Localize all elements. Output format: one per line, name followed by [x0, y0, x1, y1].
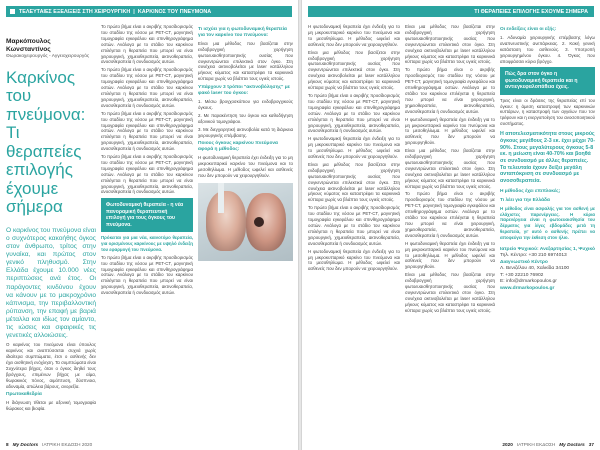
- body-paragraph: Το πρώτο βήμα είναι ο ακριβής προσδιορισμός του σταδίου της νόσου με PET-CT, μαγνητική τομογραφία εγκεφάλου και σπινθηρογράφημα οστών. Ανάλογα με το στάδιο του καρκίνου επιλέγεται η θεραπεία που μπορεί να είναι χειρουργική, χημειοθεραπεία, ακτινοθεραπεία, ανοσοθεραπεία ή συνδυασμός αυτών.: [101, 254, 193, 296]
- section-heading: Πρωτοκαθεδρία: [6, 392, 42, 398]
- left-footer: [6, 442, 92, 447]
- issue-label: ΙΑΤΡΙΚΗ ΕΚΔΟΣΗ: [516, 442, 556, 447]
- section-heading: Ποιους όγκους καρκίνου πνεύμονα αφορά η μέθοδος:: [198, 141, 278, 153]
- list-item: 3. Με διεγχειρητική ακτινοβολία κατά τη διάρκεια χειρουργικής επέμβασης.: [198, 126, 293, 138]
- body-paragraph: Τρεις είναι οι δράσεις της θεραπείας επί του όγκου: η άμεση καταστροφή των καρκινικών κυττάρων, η καταστροφή των αγγείων που τον τρέφουν και η ενεργοποίηση του ανοσοποιητικού συστήματος.: [500, 97, 595, 127]
- section-heading: Υπάρχουν 3 τρόποι "ακτινοβόλησης" με φακό laser του όγκου:: [198, 85, 290, 97]
- right-page: [302, 0, 600, 450]
- body-paragraph: Είναι μια μέθοδος που βασίζεται στην ενδοβρογχική χορήγηση φωτοευαισθητοποιητικής ουσίας που συγκεντρώνεται επιλεκτικά στον όγκο. Στη συνέχεια ακτινοβολείται με laser κατάλληλου μήκους κύματος και καταστρέφει τα καρκινικά κύτταρα χωρίς να βλάπτει τους υγιείς ιστούς.: [308, 161, 400, 203]
- center-phone: Τ: +30 22210 76902: [500, 272, 544, 278]
- body-paragraph: 1. Αδυναμία χειρουργικής επέμβασης λόγω αναπνευστικής ανεπάρκειας. 2. Κακή γενική κατάσταση του ασθενούς. 3. Υποτροπή χειρουργημένου όγκου. 4. Όγκος που αποφράσσει κύριο βρόγχο.: [500, 34, 595, 64]
- body-paragraph: Το πρώτο βήμα είναι ο ακριβής προσδιορισμός του σταδίου της νόσου με PET-CT, μαγνητική τομογραφία εγκεφάλου και σπινθηρογράφημα οστών. Ανάλογα με το στάδιο του καρκίνου επιλέγεται η θεραπεία που μπορεί να είναι χειρουργική, χημειοθεραπεία, ακτινοθεραπεία, ανοσοθεραπεία ή συνδυασμός αυτών.: [101, 110, 193, 152]
- highlight-paragraph: Η μέθοδος είναι ασφαλής για τον ασθενή με ελάχιστες παρενέργειες. Η κύρια παρενέργεια είναι η φωτοευαισθησία του δέρματος για λίγες εβδομάδες μετά τη θεραπεία, γι' αυτό ο ασθενής πρέπει να αποφεύγει την έκθεση στον ήλιο.: [500, 205, 595, 241]
- body-paragraph: Η φωτοδυναμική θεραπεία έχει ένδειξη για το μη μικροκυτταρικό καρκίνο του πνεύμονα και το μεσοθηλίωμα. Η μέθοδος ωφελεί και ασθενείς που δεν μπορούν να χειρουργηθούν.: [198, 155, 293, 178]
- body-paragraph: Είναι μια μέθοδος που βασίζεται στην ενδοβρογχική χορήγηση φωτοευαισθητοποιητικής ουσίας που συγκεντρώνεται επιλεκτικά στον όγκο. Στη συνέχεια ακτινοβολείται με laser κατάλληλου μήκους κύματος και καταστρέφει τα καρκινικά κύτταρα χωρίς να βλάπτει τους υγιείς ιστούς.: [405, 24, 495, 65]
- body-paragraph: Το πρώτο βήμα είναι ο ακριβής προσδιορισμός του σταδίου της νόσου με PET-CT, μαγνητική τομογραφία εγκεφάλου και σπινθηρογράφημα οστών. Ανάλογα με το στάδιο του καρκίνου επιλέγεται η θεραπεία που μπορεί να είναι χειρουργική, χημειοθεραπεία, ακτινοθεραπεία, ανοσοθεραπεία ή συνδυασμός αυτών.: [101, 67, 193, 108]
- callout-box: Πώς δρα στον όγκο η φωτοδυναμική θεραπεία και η αντιεγκεφαλοπάθεια έχεις.: [500, 67, 595, 94]
- left-column-3: [198, 24, 293, 261]
- left-header-bar: ΤΕΛΕΥΤΑΙΕΣ ΕΞΕΛΙΞΕΙΣ ΣΤΗ ΧΕΙΡΟΥΡΓΙΚΗ | ΚΑΡΚΙΝΟΣ ΤΟΥ ΠΝΕΥΜΟΝΑ: [6, 6, 292, 17]
- body-paragraph: Η φωτοδυναμική θεραπεία έχει ένδειξη για το μη μικροκυτταρικό καρκίνο του πνεύμονα και το μεσοθηλίωμα. Η μέθοδος ωφελεί και ασθενείς που δεν μπορούν να χειρουργηθούν.: [308, 24, 400, 47]
- page-number: 8: [6, 442, 9, 447]
- body-paragraph: Είναι μια μέθοδος που βασίζεται στην ενδοβρογχική χορήγηση φωτοευαισθητοποιητικής ουσίας που συγκεντρώνεται επιλεκτικά στον όγκο. Στη συνέχεια ακτινοβολείται με laser κατάλληλου μήκους κύματος και καταστρέφει τα καρκινικά κύτταρα χωρίς να βλάπτει τους υγιείς ιστούς.: [308, 49, 400, 91]
- left-column-2: [101, 24, 193, 298]
- right-column-1: [308, 24, 400, 274]
- highlight-callout: Η αποτελεσματικότητα στους μικρούς όγκους μεγέθους 2-3 εκ. έχει μέχρι 70-90%. Στους μεγαλύτερους όγκους 5-8 εκ. η μείωση είναι 40-70% και βοηθά σε συνδυασμό με άλλες θεραπείες. Τα τελευταία έχουν δείξει μεγάλη ανταπόκριση σε συνδυασμό με ανοσοθεραπεία.: [500, 131, 595, 185]
- right-header-title: ΤΙ ΘΕΡΑΠΕΙΕΣ ΕΠΙΛΟΓΗΣ ΕΧΟΥΜΕ ΣΗΜΕΡΑ: [474, 8, 588, 15]
- body-paragraph: Είναι μια μέθοδος που βασίζεται στην ενδοβρογχική χορήγηση φωτοευαισθητοποιητικής ουσίας που συγκεντρώνεται επιλεκτικά στον όγκο. Στη συνέχεια ακτινοβολείται με laser κατάλληλου μήκους κύματος και καταστρέφει τα καρκινικά κύτταρα χωρίς να βλάπτει τους υγιείς ιστούς.: [405, 148, 495, 189]
- contact-email: E: info@drmarkopoulos.gr: [500, 279, 557, 285]
- clinic-address: Ιατρείο Ψυχικού: Ανεξαρτησίας 1, Ψυχικό: [500, 247, 595, 253]
- right-column-3: [500, 24, 595, 292]
- body-paragraph: Ο καρκίνος του πνεύμονα είναι ύπουλος καρκίνος και αναπτύσσεται συχνά χωρίς ιδιαίτερα συμπτώματα, έτσι ο ασθενής δεν έχει αισθητική ενόχληση. Τα συμπτώματα είναι Συχνότερα βήχας, όταν ο όγκος διηθεί τους βρόγχους, επιμένων βήχας με αίμα, θωρακικός πόνος, αιμόπτυση, δύσπνοια, αδυναμία, απώλεια βάρους, ανορεξία.: [6, 342, 96, 389]
- body-paragraph: Το πρώτο βήμα είναι ο ακριβής προσδιορισμός του σταδίου της νόσου με PET-CT, μαγνητική τομογραφία εγκεφάλου και σπινθηρογράφημα οστών. Ανάλογα με το στάδιο του καρκίνου επιλέγεται η θεραπεία που μπορεί να είναι χειρουργική, χημειοθεραπεία, ακτινοθεραπεία, ανοσοθεραπεία ή συνδυασμός αυτών.: [101, 154, 193, 195]
- left-page: [0, 0, 298, 450]
- article-lead: Ο καρκίνος του πνεύμονα είναι ο συχνότερος κακοήθης όγκος στον άνθρωπο, τρίτος στην γυναίκα, και πρώτος στον γενικό πληθυσμό. Στην Ελλάδα έχουμε 10.000 νέες περιπτώσεις ανά έτος. Οι παράγοντες κινδύνου έχουν να κάνουν με το μακροχρόνιο κάπνισμα, την περιβαλλοντική ρύπανση, την επαφή με βαριά μέταλλα και ιδίως τον αμίαντο, τις ιώσεις και σφαιρικές τις γενετικές αλλοιώσεις.: [6, 226, 96, 340]
- body-paragraph: Το πρώτο βήμα είναι ο ακριβής προσδιορισμός του σταδίου της νόσου με PET-CT, μαγνητική τομογραφία εγκεφάλου και σπινθηρογράφημα οστών. Ανάλογα με το στάδιο του καρκίνου επιλέγεται η θεραπεία που μπορεί να είναι χειρουργική, χημειοθεραπεία, ακτινοθεραπεία, ανοσοθεραπεία ή συνδυασμός αυτών.: [405, 191, 495, 238]
- website-link[interactable]: www.drmarkopoulos.gr: [500, 285, 555, 291]
- body-paragraph: Η φωτοδυναμική θεραπεία έχει ένδειξη για το μη μικροκυτταρικό καρκίνο του πνεύμονα και το μεσοθηλίωμα. Η μέθοδος ωφελεί και ασθενείς που δεν μπορούν να χειρουργηθούν.: [308, 248, 400, 272]
- medical-scan-image: [198, 183, 293, 261]
- body-paragraph: Η φωτοδυναμική θεραπεία έχει ένδειξη για το μη μικροκυτταρικό καρκίνο του πνεύμονα και το μεσοθηλίωμα. Η μέθοδος ωφελεί και ασθενείς που δεν μπορούν να χειρουργηθούν.: [308, 136, 400, 160]
- body-paragraph: Το πρώτο βήμα είναι ο ακριβής προσδιορισμός του σταδίου της νόσου με PET-CT, μαγνητική τομογραφία εγκεφάλου και σπινθηρογράφημα οστών. Ανάλογα με το στάδιο του καρκίνου επιλέγεται η θεραπεία που μπορεί να είναι χειρουργική, χημειοθεραπεία, ακτινοθεραπεία, ανοσοθεραπεία ή συνδυασμός αυτών.: [405, 67, 495, 114]
- square-icon: [10, 9, 15, 14]
- section-heading: Οι ενδείξεις είναι οι εξής:: [500, 27, 557, 32]
- diagnostic-center: Διαγνωστικό Κέντρο: [500, 259, 548, 265]
- clinic-phone: Τηλ. Κέντρο: +30 210 6974013: [500, 253, 567, 259]
- right-footer: [502, 442, 594, 447]
- list-item: 1. Μέσω βρογχοσκόπιου για ενδοβρογχικούς όγκους.: [198, 98, 293, 110]
- body-paragraph: Το πρώτο βήμα είναι ο ακριβής προσδιορισμός του σταδίου της νόσου με PET-CT, μαγνητική τομογραφία εγκεφάλου και σπινθηρογράφημα οστών. Ανάλογα με το στάδιο του καρκίνου επιλέγεται η θεραπεία που μπορεί να είναι χειρουργική, χημειοθεραπεία, ακτινοθεραπεία, ανοσοθεραπεία ή συνδυασμός αυτών.: [308, 92, 400, 134]
- left-header-topic: ΚΑΡΚΙΝΟΣ ΤΟΥ ΠΝΕΥΜΟΝΑ: [137, 8, 212, 15]
- body-paragraph: Η φωτοδυναμική θεραπεία έχει ένδειξη για το μη μικροκυτταρικό καρκίνο του πνεύμονα και το μεσοθηλίωμα. Η μέθοδος ωφελεί και ασθενείς που δεν μπορούν να χειρουργηθούν.: [405, 116, 495, 146]
- author-name: Μαρκόπουλος Κωνσταντίνος: [6, 38, 51, 53]
- section-heading: Τι ισχύει για η φωτοδυναμική θεραπεία για τον καρκίνο του πνεύμονα:: [198, 27, 287, 38]
- page-number: 37: [588, 442, 594, 447]
- body-paragraph: Το πρώτο βήμα είναι ο ακριβής προσδιορισμός του σταδίου της νόσου με PET-CT, μαγνητική τομογραφία εγκεφάλου και σπινθηρογράφημα οστών. Ανάλογα με το στάδιο του καρκίνου επιλέγεται η θεραπεία που μπορεί να είναι χειρουργική, χημειοθεραπεία, ακτινοθεραπεία, ανοσοθεραπεία ή συνδυασμός αυτών.: [308, 205, 400, 246]
- center-address: Λ. Βενιζέλου 40, Χαλκίδα 34100: [500, 266, 570, 272]
- issue-label: ΙΑΤΡΙΚΗ ΕΚΔΟΣΗ 2020: [42, 442, 93, 447]
- callout-box: Φωτοδυναμική θεραπεία - η νέα πανοραμική θεραπευτική επιλογή για τους όγκους του πνεύμονα.: [101, 198, 193, 232]
- list-item: 2. Με παρακέντηση του όγκου και καθοδήγηση αξονικού τομογράφου.: [198, 112, 293, 124]
- contact-block: [500, 247, 595, 292]
- body-paragraph: Είναι μια μέθοδος που βασίζεται στην ενδοβρογχική χορήγηση φωτοευαισθητοποιητικής ουσίας που συγκεντρώνεται επιλεκτικά στον όγκο. Στη συνέχεια ακτινοβολείται με laser κατάλληλου μήκους κύματος και καταστρέφει τα καρκινικά κύτταρα χωρίς να βλάπτει τους υγιείς ιστούς.: [198, 40, 293, 82]
- section-heading: Η μέθοδος έχει επιπλοκές;: [500, 188, 561, 194]
- body-paragraph: Η διάγνωση τίθεται με αξονική τομογραφία θώρακος και βιοψία.: [6, 400, 96, 412]
- right-header-bar: [308, 6, 594, 17]
- section-subheading: Τι λέει για την Ελλάδα: [500, 197, 550, 203]
- article-headline: Καρκίνος του πνεύμονα: Τι θεραπείες επιλογής έχουμε σήμερα: [6, 67, 86, 217]
- brand-logo: My Doctors: [559, 442, 585, 447]
- year-label: 2020: [502, 442, 513, 447]
- body-paragraph: Είναι μια μέθοδος που βασίζεται στην ενδοβρογχική χορήγηση φωτοευαισθητοποιητικής ουσίας που συγκεντρώνεται επιλεκτικά στον όγκο. Στη συνέχεια ακτινοβολείται με laser κατάλληλου μήκους κύματος και καταστρέφει τα καρκινικά κύτταρα χωρίς να βλάπτει τους υγιείς ιστούς.: [405, 272, 495, 313]
- body-paragraph: Το πρώτο βήμα είναι ο ακριβής προσδιορισμός του σταδίου της νόσου με PET-CT, μαγνητική τομογραφία εγκεφάλου και σπινθηρογράφημα οστών. Ανάλογα με το στάδιο του καρκίνου επιλέγεται η θεραπεία που μπορεί να είναι χειρουργική, χημειοθεραπεία, ακτινοθεραπεία, ανοσοθεραπεία ή συνδυασμός αυτών.: [101, 24, 193, 65]
- left-column-1: [6, 24, 96, 414]
- body-paragraph: Η φωτοδυναμική θεραπεία έχει ένδειξη για το μη μικροκυτταρικό καρκίνο του πνεύμονα και το μεσοθηλίωμα. Η μέθοδος ωφελεί και ασθενείς που δεν μπορούν να χειρουργηθούν.: [405, 240, 495, 270]
- right-column-2: [405, 24, 495, 316]
- brand-logo: My Doctors: [12, 442, 39, 447]
- left-header-section: ΤΕΛΕΥΤΑΙΕΣ ΕΞΕΛΙΞΕΙΣ ΣΤΗ ΧΕΙΡΟΥΡΓΙΚΗ: [19, 8, 131, 15]
- author-role: Θωρακοχειρουργός - Αγγειοχειρουργός: [6, 54, 90, 59]
- highlight-paragraph: Πρόκειται για μια νέα, καινοτόμο θεραπεία, για ορισμένους καρκίνους με υψηλό ένδειξη του εφαρμογή του πνεύμονα.: [101, 235, 193, 252]
